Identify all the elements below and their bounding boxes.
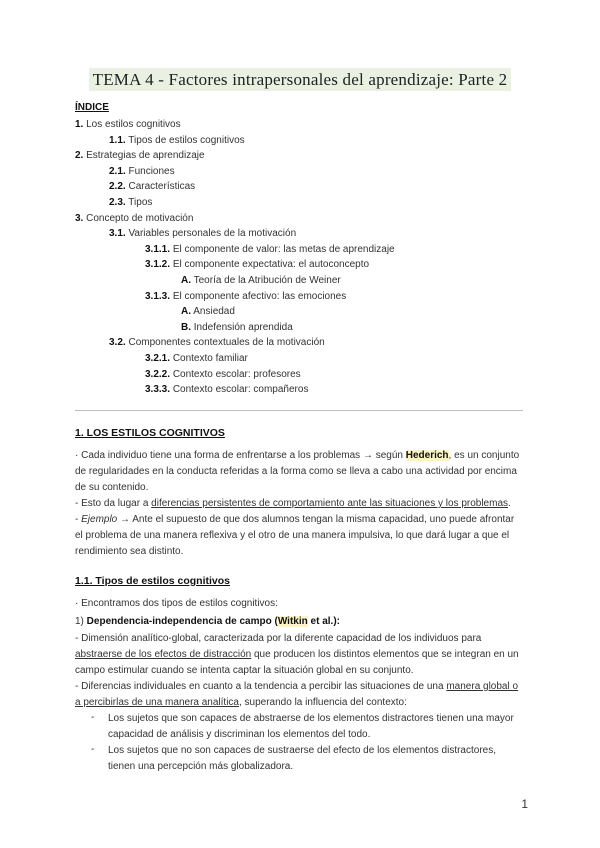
index-item-number: 3.1.3.	[145, 290, 171, 302]
index-item-number: B.	[181, 321, 191, 333]
index-item-number: A.	[181, 275, 191, 286]
index-item[interactable]	[145, 368, 301, 382]
index-item-label: Variables personales de la motivación	[128, 228, 297, 240]
bullet-mark: -	[91, 712, 95, 723]
section-1-heading: 1. LOS ESTILOS COGNITIVOS	[75, 427, 225, 439]
style-type-1: 1) Dependencia-independencia de campo (Witkin et al.):	[75, 616, 340, 627]
document-title: TEMA 4 - Factores intrapersonales del aprendizaje: Parte 2	[0, 70, 600, 90]
index-item-number: 3.2.1.	[145, 353, 171, 364]
index-item[interactable]	[109, 336, 325, 350]
bullet-mark: -	[91, 744, 95, 755]
index-item-label: Estrategias de aprendizaje	[86, 150, 205, 162]
index-item[interactable]	[75, 212, 193, 226]
index-item[interactable]	[109, 227, 296, 241]
index-item-label: Ansiedad	[193, 306, 235, 318]
index-item[interactable]	[75, 149, 205, 163]
index-item-label: Contexto escolar: compañeros	[172, 384, 309, 396]
index-item-label: Los estilos cognitivos	[86, 119, 181, 130]
index-item-number: 3.3.3.	[145, 384, 171, 396]
index-item[interactable]	[145, 258, 369, 272]
index-item-number: 3.	[75, 212, 84, 224]
index-item-label: Contexto familiar	[172, 353, 248, 364]
index-item-number: 1.1.	[109, 134, 126, 146]
index-item[interactable]	[145, 243, 395, 257]
index-item[interactable]	[109, 196, 152, 210]
index-item-number: 2.	[75, 150, 84, 162]
bullet-item: Los sujetos que son capaces de abstraerse de los elementos distractores tienen una mayor	[108, 713, 514, 724]
index-item-label: Teoría de la Atribución de Weiner	[193, 275, 341, 286]
index-item-label: El componente afectivo: las emociones	[172, 290, 347, 302]
index-item[interactable]	[145, 383, 308, 397]
index-heading: ÍNDICE	[75, 102, 109, 113]
author-highlight: Hederich	[405, 450, 449, 461]
index-item[interactable]	[181, 305, 235, 319]
index-item-number: A.	[181, 306, 191, 318]
index-item-label: Funciones	[128, 165, 175, 177]
section-1-1-heading: 1.1. Tipos de estilos cognitivos	[75, 575, 231, 587]
section-1-1-intro: · Encontramos dos tipos de estilos cognitivos:	[75, 598, 278, 609]
index-item-number: 2.2.	[109, 181, 126, 193]
divider	[75, 410, 523, 411]
document-page: TEMA 4 - Factores intrapersonales del aprendizaje: Parte 2 ÍNDICE 1. Los estilos cognitivos 1.1. Tipos de estilos cognitivos 2. Estrategias de aprendizaje 2.1. Funciones 2.2. Características 2.3. Tipos 3. Concepto de motivación 3.1. Variables personales de la motivación 3.1.1. El componente de valor: las metas de aprendizaje 3.1.2. El componente expectativa: el autoconcepto A. Teoría de la Atribución de Weiner 3.1.3. El componente afectivo: las emociones A. Ansiedad B. Indefensión aprendida 3.2. Componentes contextuales de la motivación 3.2.1. Contexto familiar 3.2.2. Contexto escolar: profesores 3.3.3. Contexto escolar: compañeros 1. LOS ESTILOS COGNITIVOS · Cada individuo tiene una forma de enfrentarse a los problemas → según Hederich, es un conjunto de regularidades en la conducta referidas a la forma como se lleva a cabo una actividad por encima de su contenido. - Esto da lugar a diferencias persistentes de comportamiento ante las situaciones y los problemas. - Ejemplo → Ante el supuesto de que dos alumnos tengan la misma capacidad, uno puede afrontar el problema de una manera reflexiva y el otro de una manera impulsiva, lo que dará lugar a que el rendimiento sea distinto. 1.1. Tipos de estilos cognitivos · Encontramos dos tipos de estilos cognitivos: 1) Dependencia-independencia de campo (Witkin et al.): - Dimensión analítico-global, caracterizada por la diferente capacidad de los individuos para abstraerse de los efectos de distracción que producen los distintos elementos que se integran en un campo estimular cuando se intenta captar la situación global en su conjunto. - Diferencias individuales en cuanto a la tendencia a percibir las situaciones de una manera global o a percibirlas de una manera analítica, superando la influencia del contexto: - Los sujetos que son capaces de abstraerse de los elementos distractores tienen una mayor capacidad de análisis y discriminan los elementos del todo. - Los sujetos que no son capaces de sustraerse del efecto de los elementos distractores, tienen una percepción más globalizadora. 1	[0, 0, 600, 848]
section-1-example: - Ejemplo → Ante el supuesto de que dos alumnos tengan la misma capacidad, uno puede afrontar	[75, 514, 515, 525]
index-item[interactable]	[181, 321, 293, 335]
index-item-label: Tipos de estilos cognitivos	[128, 134, 245, 146]
index-item-number: 1.	[75, 119, 84, 130]
index-item[interactable]	[145, 352, 248, 366]
index-item-number: 2.3.	[109, 197, 126, 208]
index-item[interactable]	[109, 134, 245, 148]
index-item-number: 3.2.2.	[145, 368, 171, 380]
index-item-number: 3.1.2.	[145, 259, 171, 271]
index-item[interactable]	[181, 274, 341, 288]
index-item-label: El componente de valor: las metas de aprendizaje	[172, 243, 395, 255]
index-item-number: 2.1.	[109, 165, 126, 177]
page-number: 1	[521, 797, 528, 811]
index-item-label: Componentes contextuales de la motivación	[128, 337, 325, 349]
index-item-label: Características	[128, 181, 196, 193]
index-item-label: El componente expectativa: el autoconcepto	[172, 259, 370, 271]
index-item-label: Concepto de motivación	[86, 212, 194, 224]
section-1-para-1: · Cada individuo tiene una forma de enfrentarse a los problemas → según Hederich, es un conjunto	[75, 450, 520, 461]
index-item-number: 3.1.	[109, 228, 126, 240]
section-1-para-2: - Esto da lugar a diferencias persistentes de comportamiento ante las situaciones y los problemas.	[75, 498, 511, 509]
index-item-label: Contexto escolar: profesores	[172, 368, 301, 380]
index-item-number: 3.1.1.	[145, 243, 171, 255]
index-item-number: 3.2.	[109, 337, 126, 349]
index-item[interactable]	[75, 118, 181, 132]
index-item-label: Tipos	[128, 197, 153, 208]
bullet-item: Los sujetos que no son capaces de sustraerse del efecto de los elementos distractores,	[108, 745, 497, 756]
index-item-label: Indefensión aprendida	[193, 321, 293, 333]
index-item[interactable]	[109, 165, 175, 179]
index-item[interactable]	[145, 290, 346, 304]
index-item[interactable]	[109, 180, 195, 194]
